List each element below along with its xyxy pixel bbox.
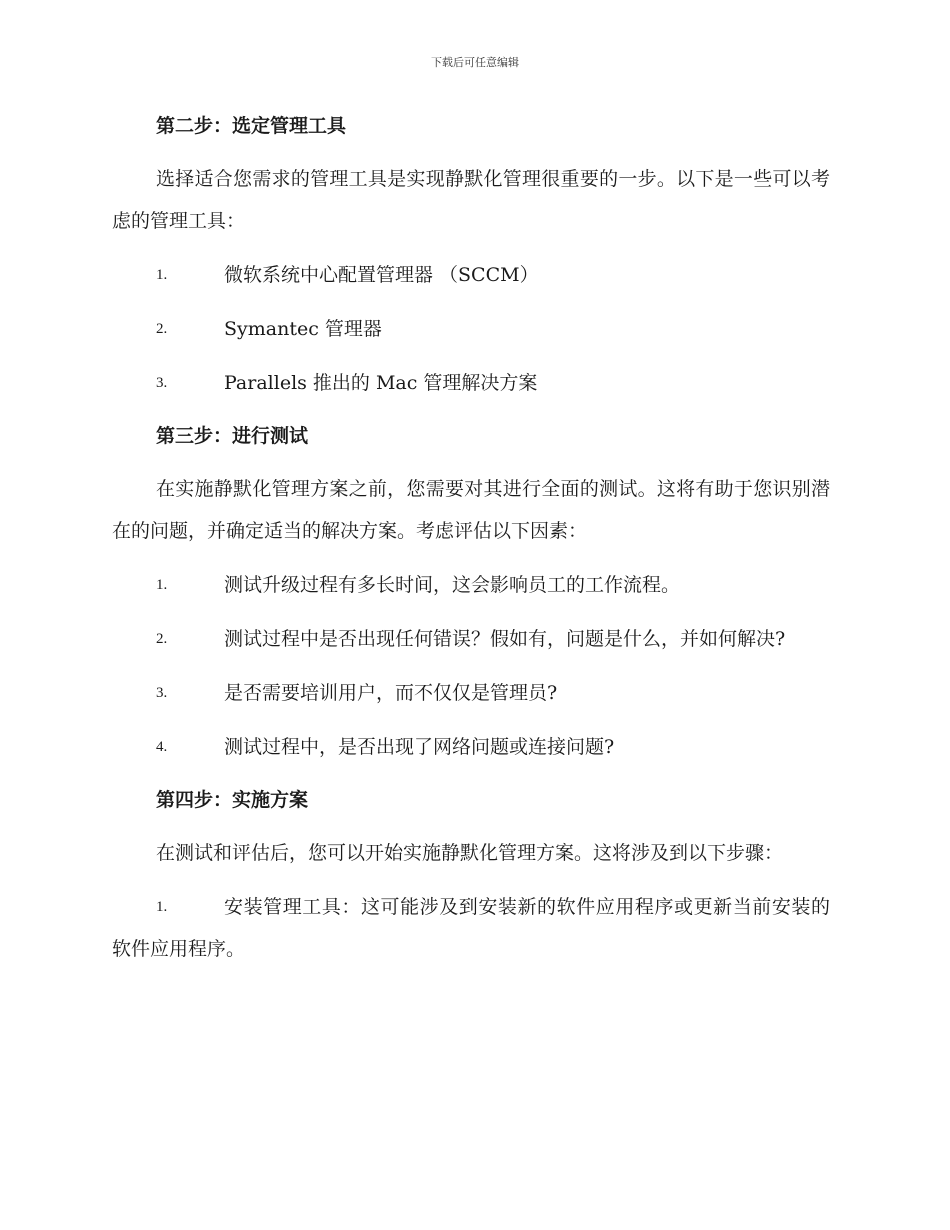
list-item [112, 308, 830, 350]
list-item [112, 362, 830, 404]
page-header: 下载后可任意编辑 [431, 56, 519, 69]
section-step-3 [112, 414, 830, 768]
section-heading: 第四步：实施方案 [156, 789, 309, 811]
list-text: 是否需要培训用户，而不仅仅是管理员? [224, 682, 558, 704]
list-number: 1. [156, 577, 168, 593]
section-intro: 在实施静默化管理方案之前，您需要对其进行全面的测试。这将有助于您识别潜在的问题，并确定适当的解决方案。考虑评估以下因素： [112, 478, 830, 542]
document-body [112, 104, 830, 970]
list-number: 4. [156, 739, 168, 755]
list-text: 测试过程中是否出现任何错误？假如有，问题是什么，并如何解决? [224, 628, 786, 650]
section-heading: 第三步：进行测试 [156, 425, 309, 447]
list-text: 安装管理工具：这可能涉及到安装新的软件应用程序或更新当前安装的软件应用程序。 [112, 896, 830, 960]
list-number: 3. [156, 685, 168, 701]
list-number: 2. [156, 321, 168, 337]
list-item [112, 618, 830, 660]
list-number: 1. [156, 267, 168, 283]
section-step-4 [112, 778, 830, 970]
list-text: 微软系统中心配置管理器 （SCCM） [224, 264, 539, 286]
list-text: Symantec 管理器 [224, 318, 382, 340]
section-heading: 第二步：选定管理工具 [156, 115, 347, 137]
list-text: 测试过程中，是否出现了网络问题或连接问题? [224, 736, 615, 758]
section-step-2 [112, 104, 830, 404]
list-item [112, 254, 830, 296]
list-item [112, 726, 830, 768]
list-text: Parallels 推出的 Mac 管理解决方案 [224, 372, 538, 394]
list-number: 2. [156, 631, 168, 647]
list-number: 1. [156, 899, 168, 915]
list-number: 3. [156, 375, 168, 391]
list-item [112, 672, 830, 714]
list-text: 测试升级过程有多长时间，这会影响员工的工作流程。 [224, 574, 681, 596]
list-item [112, 886, 830, 970]
section-intro: 在测试和评估后，您可以开始实施静默化管理方案。这将涉及到以下步骤： [156, 842, 784, 864]
section-intro: 选择适合您需求的管理工具是实现静默化管理很重要的一步。以下是一些可以考虑的管理工具： [112, 168, 830, 232]
list-item [112, 564, 830, 606]
